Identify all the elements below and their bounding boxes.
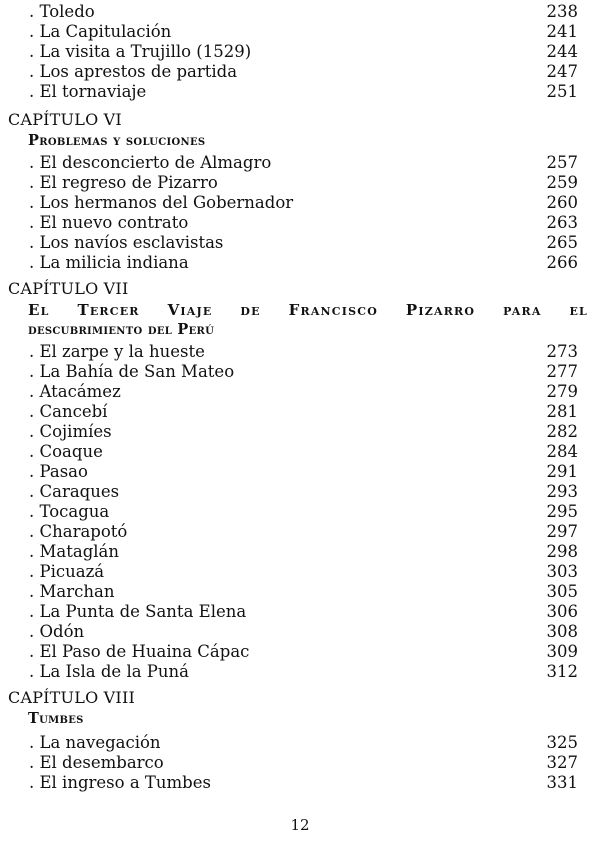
entry-title: . El Paso de Huaina Cápac [29,642,250,661]
toc-entry [0,153,600,173]
entry-title: . El regreso de Pizarro [29,173,218,192]
entry-title: . Picuazá [29,562,105,581]
entry-page-number: 327 [546,753,578,772]
toc-entry [0,773,600,793]
toc-entry [0,22,600,42]
entry-title: . Los hermanos del Gobernador [29,193,294,212]
toc-entry [0,213,600,233]
entry-title: . La Capitulación [29,22,172,41]
toc-entry [0,422,600,442]
entry-title: . El ingreso a Tumbes [29,773,211,792]
toc-entry [0,42,600,62]
toc-entry [0,362,600,382]
entry-title: . Caraques [29,482,120,501]
chapter-subtitle: El Tercer Viaje de Francisco Pizarro para el [28,301,588,319]
entry-title: . Odón [29,622,85,641]
chapter-heading: CAPÍTULO VI [8,110,122,129]
entry-title: . El nuevo contrato [29,213,189,232]
entry-page-number: 295 [546,502,578,521]
entry-title: . El desembarco [29,753,164,772]
toc-entry [0,562,600,582]
entry-title: . El tornaviaje [29,82,147,101]
entry-title: . Tocagua [29,502,110,521]
entry-title: . Cojimíes [29,422,112,441]
toc-entry [0,2,600,22]
entry-title: . La Bahía de San Mateo [29,362,235,381]
entry-page-number: 325 [546,733,578,752]
toc-entry [0,253,600,273]
entry-page-number: 260 [546,193,578,212]
toc-entry [0,193,600,213]
chapter-subtitle-continued: descubrimiento del Perú [28,321,215,338]
entry-title: . La Punta de Santa Elena [29,602,247,621]
entry-page-number: 298 [546,542,578,561]
entry-page-number: 279 [546,382,578,401]
entry-page-number: 331 [546,773,578,792]
entry-title: . Los aprestos de partida [29,62,238,81]
entry-title: . El desconcierto de Almagro [29,153,272,172]
entry-page-number: 306 [546,602,578,621]
entry-page-number: 238 [546,2,578,21]
entry-title: . El zarpe y la hueste [29,342,205,361]
toc-entry [0,542,600,562]
entry-page-number: 241 [546,22,578,41]
entry-title: . Marchan [29,582,115,601]
toc-entry [0,173,600,193]
chapter-heading: CAPÍTULO VII [8,279,129,298]
entry-page-number: 297 [546,522,578,541]
entry-page-number: 312 [546,662,578,681]
toc-entry [0,442,600,462]
toc-entry [0,462,600,482]
toc-entry [0,733,600,753]
entry-page-number: 244 [546,42,578,61]
entry-page-number: 273 [546,342,578,361]
entry-title: . La Isla de la Puná [29,662,189,681]
entry-page-number: 251 [546,82,578,101]
entry-title: . La visita a Trujillo (1529) [29,42,252,61]
entry-page-number: 257 [546,153,578,172]
entry-title: . Cancebí [29,402,108,421]
entry-title: . Coaque [29,442,103,461]
entry-page-number: 309 [546,642,578,661]
entry-page-number: 284 [546,442,578,461]
entry-page-number: 282 [546,422,578,441]
page-number: 12 [290,816,310,834]
toc-entry [0,642,600,662]
entry-title: . La milicia indiana [29,253,189,272]
entry-page-number: 259 [546,173,578,192]
entry-title: . Pasao [29,462,88,481]
entry-title: . Charapotó [29,522,128,541]
entry-page-number: 305 [546,582,578,601]
entry-page-number: 266 [546,253,578,272]
entry-page-number: 247 [546,62,578,81]
entry-page-number: 265 [546,233,578,252]
entry-page-number: 293 [546,482,578,501]
toc-entry [0,82,600,102]
toc-entry [0,502,600,522]
entry-title: . Los navíos esclavistas [29,233,224,252]
toc-entry [0,522,600,542]
chapter-subtitle: Tumbes [28,710,84,727]
entry-title: . Mataglán [29,542,119,561]
toc-entry [0,622,600,642]
toc-entry [0,402,600,422]
entry-title: . Atacámez [29,382,121,401]
entry-page-number: 308 [546,622,578,641]
entry-page-number: 291 [546,462,578,481]
entry-page-number: 263 [546,213,578,232]
chapter-subtitle: Problemas y soluciones [28,132,206,149]
entry-page-number: 281 [546,402,578,421]
table-of-contents [0,2,600,793]
toc-entry [0,482,600,502]
entry-page-number: 277 [546,362,578,381]
entry-page-number: 303 [546,562,578,581]
toc-entry [0,382,600,402]
toc-entry [0,602,600,622]
entry-title: . La navegación [29,733,161,752]
toc-entry [0,753,600,773]
toc-entry [0,582,600,602]
entry-title: . Toledo [29,2,95,21]
toc-entry [0,62,600,82]
toc-entry [0,342,600,362]
chapter-heading: CAPÍTULO VIII [8,688,135,707]
toc-entry [0,233,600,253]
toc-entry [0,662,600,682]
